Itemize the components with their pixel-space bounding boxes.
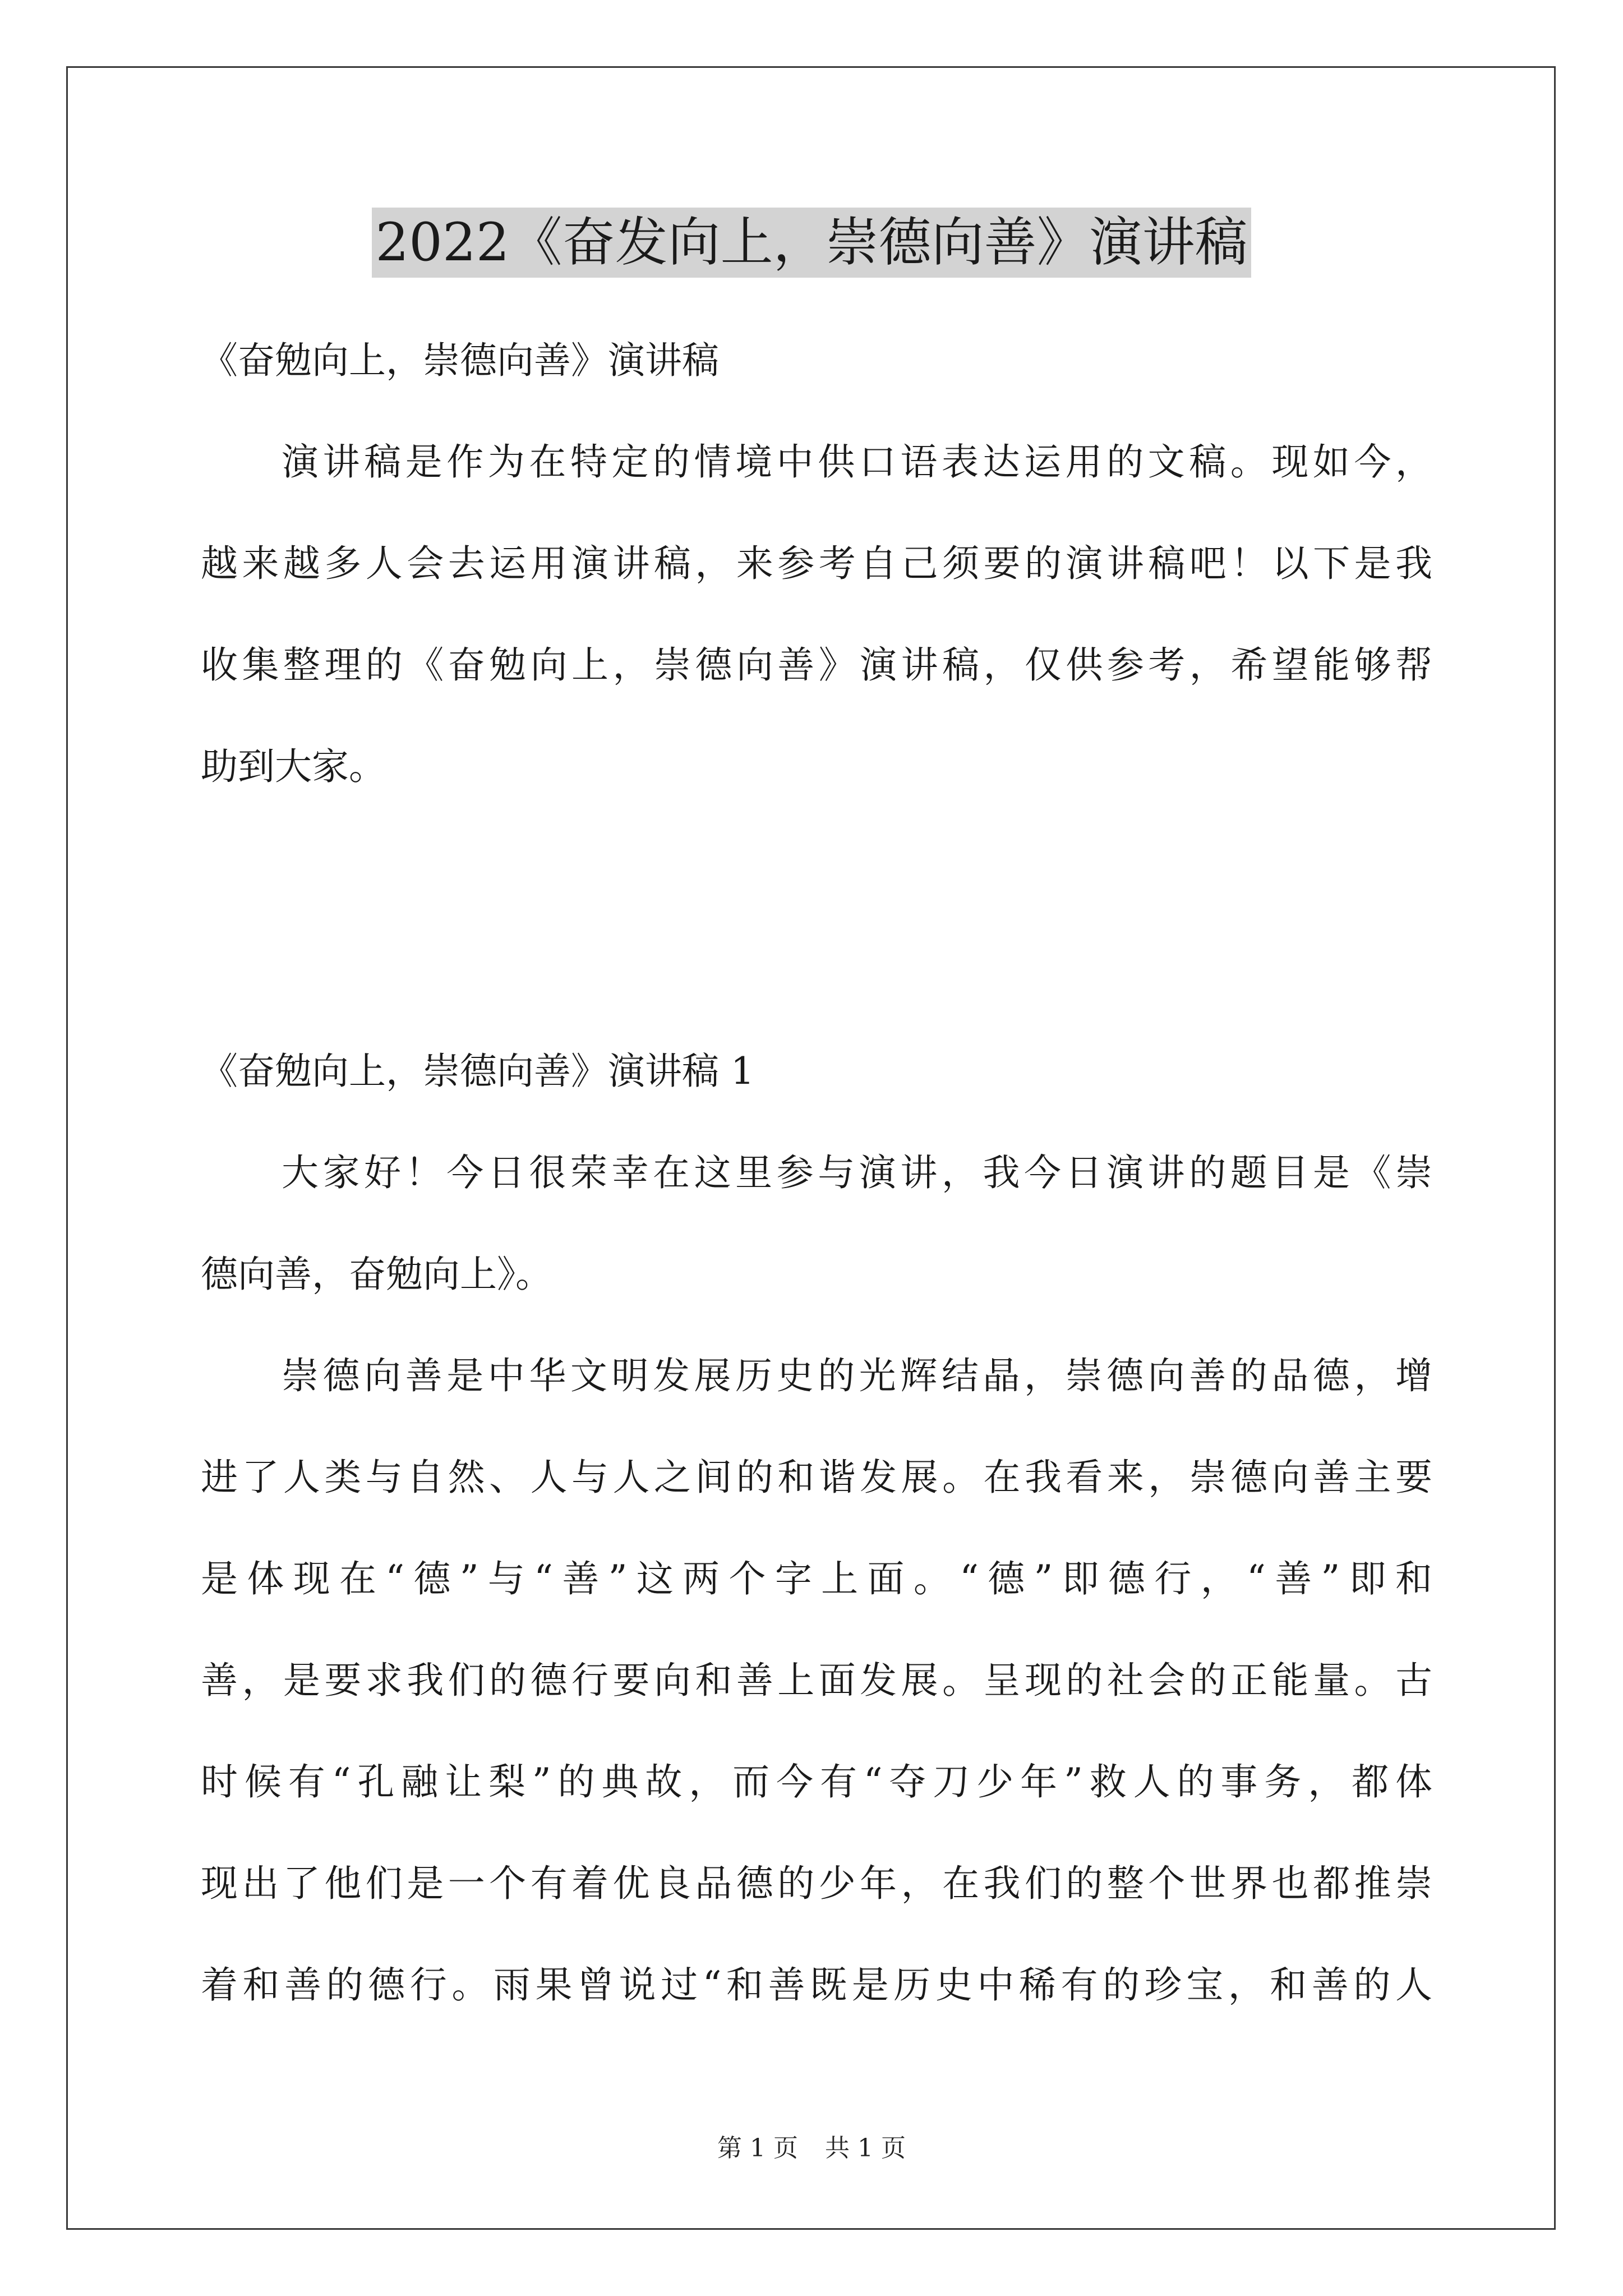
section-heading: 《奋勉向上，崇德向善》演讲稿 1 xyxy=(201,1050,754,1093)
paragraph-line: 时候有“孔融让梨”的典故，而今有“夺刀少年”救人的事务，都体 xyxy=(201,1760,1432,1803)
document-body xyxy=(201,310,1432,2036)
paragraph-line: 现出了他们是一个有着优良品德的少年，在我们的整个世界也都推崇 xyxy=(201,1862,1432,1905)
page-total: 共 1 页 xyxy=(825,2134,906,2162)
paragraph-line: 善，是要求我们的德行要向和善上面发展。呈现的社会的正能量。古 xyxy=(201,1659,1432,1702)
paragraph-line: 着和善的德行。雨果曾说过“和善既是历史中稀有的珍宝，和善的人 xyxy=(201,1963,1432,2007)
intro-line: 助到大家。 xyxy=(201,745,386,788)
paragraph-gap xyxy=(201,817,1432,1020)
document-title xyxy=(0,201,1623,285)
intro-line: 收集整理的《奋勉向上，崇德向善》演讲稿，仅供参考，希望能够帮 xyxy=(201,643,1432,687)
paragraph-line: 大家好！今日很荣幸在这里参与演讲，我今日演讲的题目是《崇 xyxy=(282,1151,1432,1194)
intro-line: 越来越多人会去运用演讲稿，来参考自己须要的演讲稿吧！以下是我 xyxy=(201,542,1432,585)
intro-line: 演讲稿是作为在特定的情境中供口语表达运用的文稿。现如今， xyxy=(282,440,1432,484)
paragraph-line: 进了人类与自然、人与人之间的和谐发展。在我看来，崇德向善主要 xyxy=(201,1456,1432,1499)
page-footer xyxy=(0,2132,1623,2165)
paragraph-line: 崇德向善是中华文明发展历史的光辉结晶，崇德向善的品德，增 xyxy=(282,1354,1432,1397)
subtitle: 《奋勉向上，崇德向善》演讲稿 xyxy=(201,339,719,382)
paragraph-line: 是体现在“德”与“善”这两个字上面。“德”即德行，“善”即和 xyxy=(201,1557,1432,1600)
page-number: 第 1 页 xyxy=(717,2134,798,2162)
paragraph-line: 德向善，奋勉向上》。 xyxy=(201,1253,552,1296)
document-title-text: 2022《奋发向上，崇德向善》演讲稿 xyxy=(372,208,1251,278)
